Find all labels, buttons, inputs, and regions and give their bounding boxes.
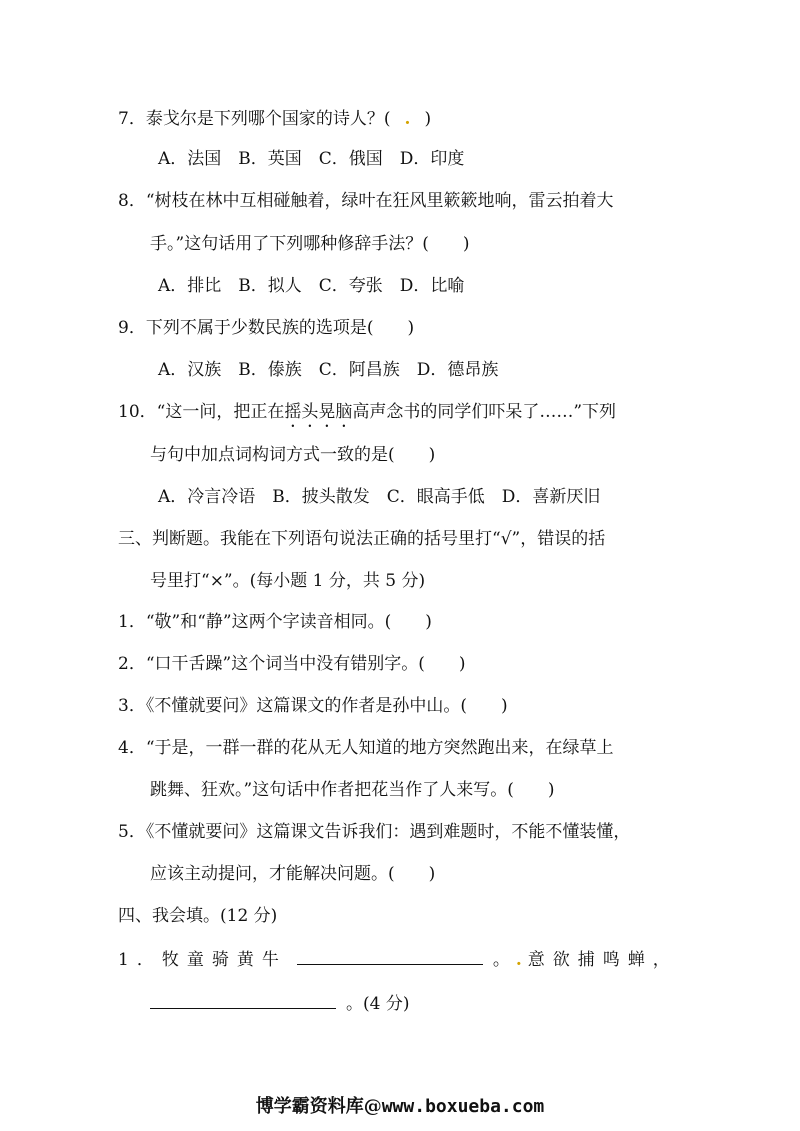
question-8-options: A．排比 B．拟人 C．夸张 D．比喻 bbox=[158, 276, 465, 296]
fill-blank-2[interactable] bbox=[150, 990, 336, 1009]
emphasized-char: 头 bbox=[301, 402, 319, 422]
fill-question-1-line1: 1．牧童骑黄牛 。 . 意欲捕鸣蝉， bbox=[118, 946, 678, 972]
emphasized-char: 摇 bbox=[284, 402, 302, 422]
judge-item-3: 3．《不懂就要问》这篇课文的作者是孙中山。( ) bbox=[118, 696, 508, 716]
question-7-stem: 7．泰戈尔是下列哪个国家的诗人？( . ) bbox=[118, 109, 432, 129]
emphasized-char: 脑 bbox=[335, 402, 353, 422]
judge-item-5-line2: 应该主动提问，才能解决问题。( ) bbox=[150, 864, 436, 884]
section-3-heading-line2: 号里打“×”。(每小题 1 分，共 5 分) bbox=[150, 571, 426, 591]
judge-item-2: 2．“口干舌躁”这个词当中没有错别字。( ) bbox=[118, 654, 466, 674]
judge-item-4-line2: 跳舞、狂欢。”这句话中作者把花当作了人来写。( ) bbox=[150, 780, 555, 800]
fill-blank-1[interactable] bbox=[297, 946, 483, 965]
emphasized-char: 晃 bbox=[318, 402, 336, 422]
question-10-stem-line1: 10．“这一问，把正在摇头晃脑高声念书的同学们吓呆了……”下列 bbox=[118, 402, 617, 422]
question-7-options: A．法国 B．英国 C．俄国 D．印度 bbox=[158, 149, 465, 169]
judge-item-5-line1: 5．《不懂就要问》这篇课文告诉我们：遇到难题时，不能不懂装懂， bbox=[118, 822, 631, 842]
question-10-options: A．冷言冷语 B．披头散发 C．眼高手低 D．喜新厌旧 bbox=[158, 487, 601, 507]
answer-mark: . bbox=[404, 109, 411, 129]
judge-item-4-line1: 4．“于是，一群一群的花从无人知道的地方突然跑出来，在绿草上 bbox=[118, 738, 614, 758]
fill-question-1-line2: 。(4 分) bbox=[150, 990, 409, 1016]
footer-watermark: 博学霸资料库@www.boxueba.com bbox=[255, 1096, 545, 1117]
question-9-stem: 9．下列不属于少数民族的选项是( ) bbox=[118, 318, 415, 338]
question-10-stem-line2: 与句中加点词构词方式一致的是( ) bbox=[150, 445, 436, 465]
question-9-options: A．汉族 B．傣族 C．阿昌族 D．德昂族 bbox=[158, 360, 499, 380]
judge-item-1: 1．“敬”和“静”这两个字读音相同。( ) bbox=[118, 612, 432, 632]
question-8-stem-line2: 手。”这句话用了下列哪种修辞手法？( ) bbox=[150, 234, 470, 254]
section-4-heading: 四、我会填。(12 分) bbox=[118, 906, 278, 926]
section-3-heading-line1: 三、判断题。我能在下列语句说法正确的括号里打“√”，错误的括 bbox=[118, 529, 606, 549]
question-8-stem-line1: 8．“树枝在林中互相碰触着，绿叶在狂风里簌簌地响，雷云拍着大 bbox=[118, 191, 614, 211]
answer-mark: . bbox=[515, 950, 522, 970]
